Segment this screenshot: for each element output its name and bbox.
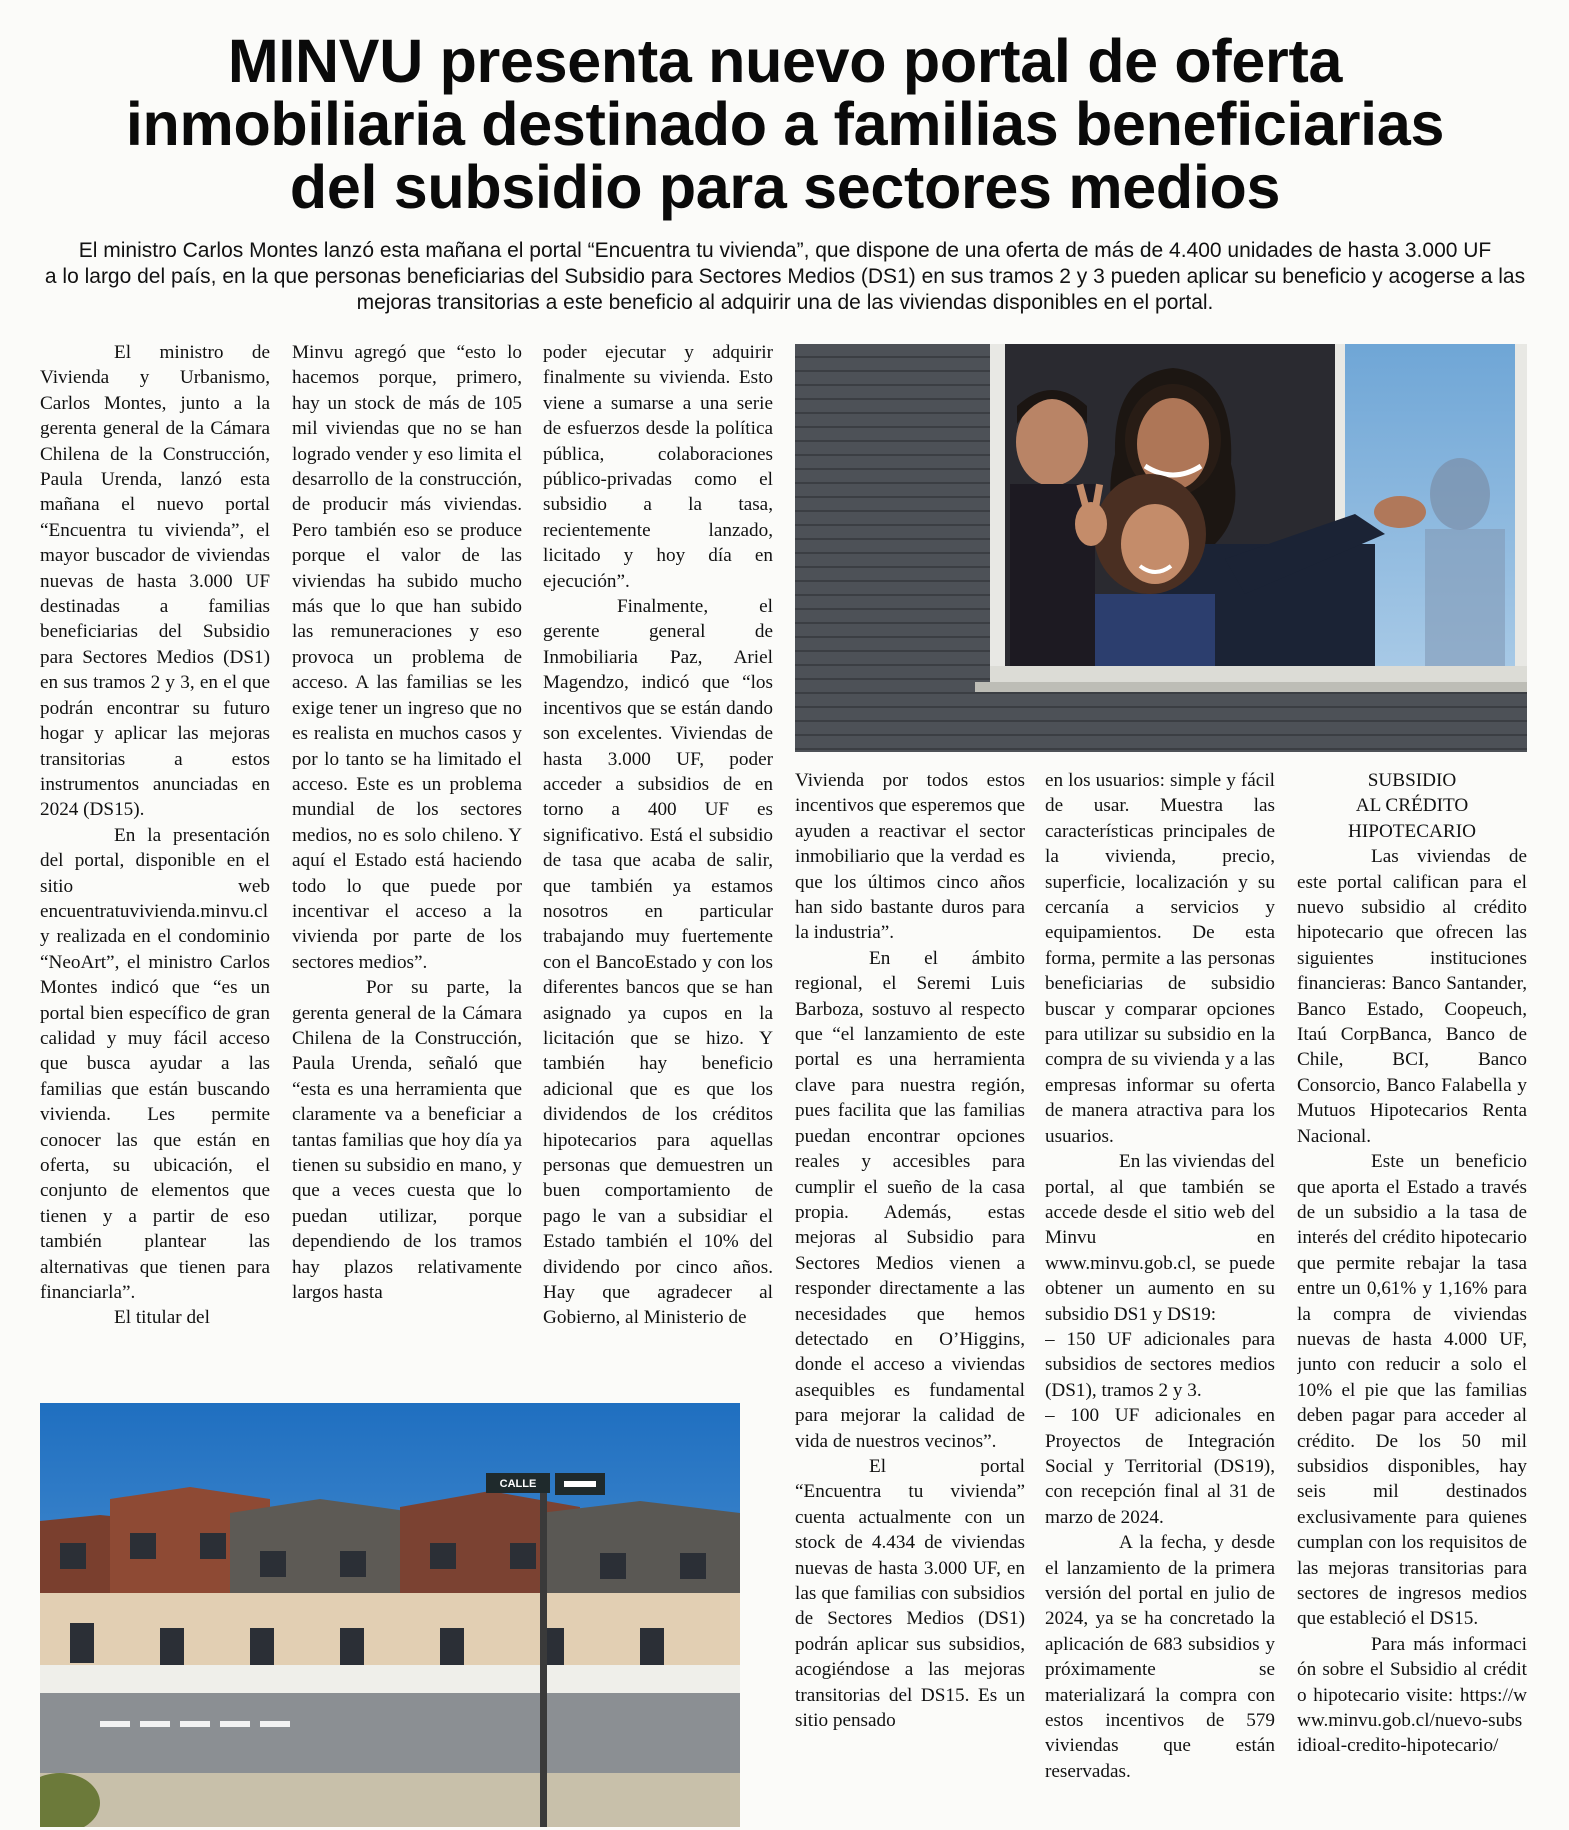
text-column-1 <box>40 340 270 1380</box>
list-item: – 150 UF adicionales para subsidios de sectores medios (DS1), tramos 2 y 3. <box>1045 1328 1275 1401</box>
housing-street-photo <box>40 1403 740 1827</box>
paragraph: Este un beneficio que aporta el Estado a través de un subsidio a la tasa de interés del crédito hipotecario que permite rebajar la tasa entre un 0,61% y 1,16% para la compra de viviendas nuevas de hasta 4.000 UF, junto con reducir a solo el 10% el pie que las familias deben pagar para acceder al crédito. De los 50 mil subsidios disponibles, hay seis mil destinados exclusivamente para quienes cumplan con los requisitos de las mejoras transitorias para sectores de ingresos medios que estableció el DS15. <box>1297 1151 1527 1630</box>
subhead-line: SUBSIDIO <box>1367 770 1457 791</box>
lead-line: mejoras transitorias a este beneficio al adquirir una de las viviendas disponibles en el portal. <box>356 291 1214 314</box>
lead-line: a lo largo del país, en la que personas beneficiarias del Subsidio para Sectores Medios (DS1) en sus tramos 2 y 3 pueden aplicar su beneficio y acogerse a las <box>44 265 1526 288</box>
headline-line: del subsidio para sectores medios <box>289 153 1281 221</box>
subhead-line: AL CRÉDITO <box>1355 795 1469 817</box>
paragraph: En las viviendas del portal, al que también se accede desde el sitio web del Minvu en www.minvu.gob.cl, se puede obtener un aumento en su subsidio DS1 y DS19: <box>1045 1151 1275 1325</box>
paragraph: A la fecha, y desde el lanzamiento de la primera versión del portal en julio de 2024, ya se ha concretado la aplicación de 683 subsidios y próximamente se materializará la compra con estos incentivos de 579 viviendas que están reservadas. <box>1045 1532 1275 1782</box>
paragraph: Las viviendas de este portal califican para el nuevo subsidio al crédito hipotecario que ofrecen las siguientes instituciones financieras: Banco Santander, Banco Estado, Coopeuch, Itaú CorpBanca, Banco de Chile, BCI, Banco Consorcio, Banco Falabella y Mutuos Hipotecarios Renta Nacional. <box>1297 846 1527 1147</box>
text-column-5 <box>1045 768 1275 1828</box>
paragraph: Finalmente, el gerente general de Inmobiliaria Paz, Ariel Magendzo, indicó que “los incentivos que se están dando son excelentes. Viviendas de hasta 3.000 UF, poder acceder a subsidios de en torno a 400 UF es significativo. Está el subsidio de tasa que acaba de salir, que también ya estamos nosotros en particular trabajando muy fuertemente con el BancoEstado y con los diferentes bancos que se han asignado ya cupos en la licitación que se hizo. Y también hay beneficio adicional que es que los dividendos de los créditos hipotecarios para aquellas personas que demuestren un buen comportamiento de pago le van a subsidiar el Estado también el 10% del dividendo por cinco años. Hay que agradecer al Gobierno, al Ministerio de <box>543 596 773 1329</box>
article-lead <box>40 238 1530 316</box>
lead-line: El ministro Carlos Montes lanzó esta mañana el portal “Encuentra tu vivienda”, que dispone de una oferta de más de 4.400 unidades de hasta 3.000 UF <box>78 239 1492 262</box>
family-window-photo <box>795 344 1527 752</box>
headline-line: inmobiliaria destinado a familias beneficiarias <box>125 90 1445 158</box>
paragraph: Para más información sobre el Subsidio al crédito hipotecario visite: https://www.minvu.gob.cl/nuevo-subsidioal-credito-hipotecario/ <box>1297 1633 1527 1757</box>
paragraph: En el ámbito regional, el Seremi Luis Barboza, sostuvo al respecto que “el lanzamiento de este portal es una herramienta clave para nuestra región, pues facilita que las familias puedan encontrar opciones reales y accesibles para cumplir el sueño de la casa propia. Además, estas mejoras al Subsidio para Sectores Medios vienen a responder directamente a las necesidades que hemos detectado en O’Higgins, donde el acceso a viviendas asequibles es fundamental para mejorar la calidad de vida de nuestros vecinos”. <box>795 947 1025 1452</box>
paragraph: Minvu agregó que “esto lo hacemos porque, primero, hay un stock de más de 105 mil viviendas que no se han logrado vender y eso limita el desarrollo de la construcción, de producir más viviendas. Pero también eso se produce porque el valor de las viviendas ha subido mucho más que lo que han subido las remuneraciones y eso provoca un problema de acceso. A las familias se les exige tener un ingreso que no es realista en muchos casos y por lo tanto se ha limitado el acceso. Este es un problema mundial de los sectores medios, no es solo chileno. Y aquí el Estado está haciendo todo lo que puede por incentivar el acceso a la vivienda por parte de los sectores medios”. <box>292 342 522 973</box>
text-column-4 <box>795 768 1025 1828</box>
headline-line: MINVU presenta nuevo portal de oferta <box>227 27 1343 95</box>
paragraph: En la presentación del portal, disponible en el sitio web encuentratuvivienda.minvu.cl y realizada en el condominio “NeoArt”, el ministro Carlos Montes indicó que “es un portal bien específico de gran calidad y muy fácil acceso que busca ayudar a las familias que están buscando vivienda. Les permite conocer las que están en oferta, su ubicación, el conjunto de elementos que tienen y a partir de eso también plantear las alternativas que tienen para financiarla”. <box>40 824 270 1304</box>
subhead-line: HIPOTECARIO <box>1348 820 1476 842</box>
paragraph: El ministro de Vivienda y Urbanismo, Carlos Montes, junto a la gerenta general de la Cámara Chilena de la Construcción, Paula Urenda, lanzó esta mañana el nuevo portal “Encuentra tu vivienda”, el mayor buscador de viviendas nuevas de hasta 3.000 UF destinadas a familias beneficiarias del Subsidio para Sectores Medios (DS1) en sus tramos 2 y 3, en el que podrán encontrar su futuro hogar y aplicar las mejoras transitorias a estos instrumentos anunciadas en 2024 (DS15). <box>40 342 270 821</box>
paragraph: en los usuarios: simple y fácil de usar. Muestra las características principales de la vivienda, precio, superficie, localización y su cercanía a servicios y equipamientos. De esta forma, permite a las personas beneficiarias de subsidio buscar y comparar opciones para utilizar su subsidio en la compra de su vivienda y a las empresas informar su oferta de manera atractiva para los usuarios. <box>1045 770 1275 1147</box>
paragraph: Vivienda por todos estos incentivos que esperemos que ayuden a reactivar el sector inmobiliario que la verdad es que los últimos cinco años han sido bastante duros para la industria”. <box>795 770 1025 944</box>
text-column-3 <box>543 340 773 1380</box>
paragraph: El titular del <box>114 1307 210 1329</box>
list-item: – 100 UF adicionales en Proyectos de Integración Social y Territorial (DS19), con recepción final al 31 de marzo de 2024. <box>1045 1405 1275 1528</box>
article-headline <box>40 27 1530 221</box>
paragraph: Por su parte, la gerenta general de la Cámara Chilena de la Construcción, Paula Urenda, señaló que “esta es una herramienta que claramente va a beneficiar a tantas familias que hoy día ya tienen su subsidio en mano, y que a veces cuesta que lo puedan utilizar, porque dependiendo de los tramos hay plazos relativamente largos hasta <box>292 977 522 1304</box>
paragraph: El portal “Encuentra tu vivienda” cuenta actualmente con un stock de 4.434 de viviendas nuevas de hasta 3.000 UF, en las que familias con subsidios de Sectores Medios (DS1) podrán aplicar sus subsidios, acogiéndose a las mejoras transitorias del DS15. Es un sitio pensado <box>795 1455 1025 1732</box>
text-column-6 <box>1297 768 1527 1828</box>
subhead <box>1297 768 1527 844</box>
text-column-2 <box>292 340 522 1380</box>
paragraph: poder ejecutar y adquirir finalmente su vivienda. Esto viene a sumarse a una serie de esfuerzos desde la política pública, colaboraciones público-privadas como el subsidio a la tasa, recientemente lanzado, licitado y hoy día en ejecución”. <box>543 342 773 592</box>
street-sign-text: CALLE <box>499 1478 537 1490</box>
